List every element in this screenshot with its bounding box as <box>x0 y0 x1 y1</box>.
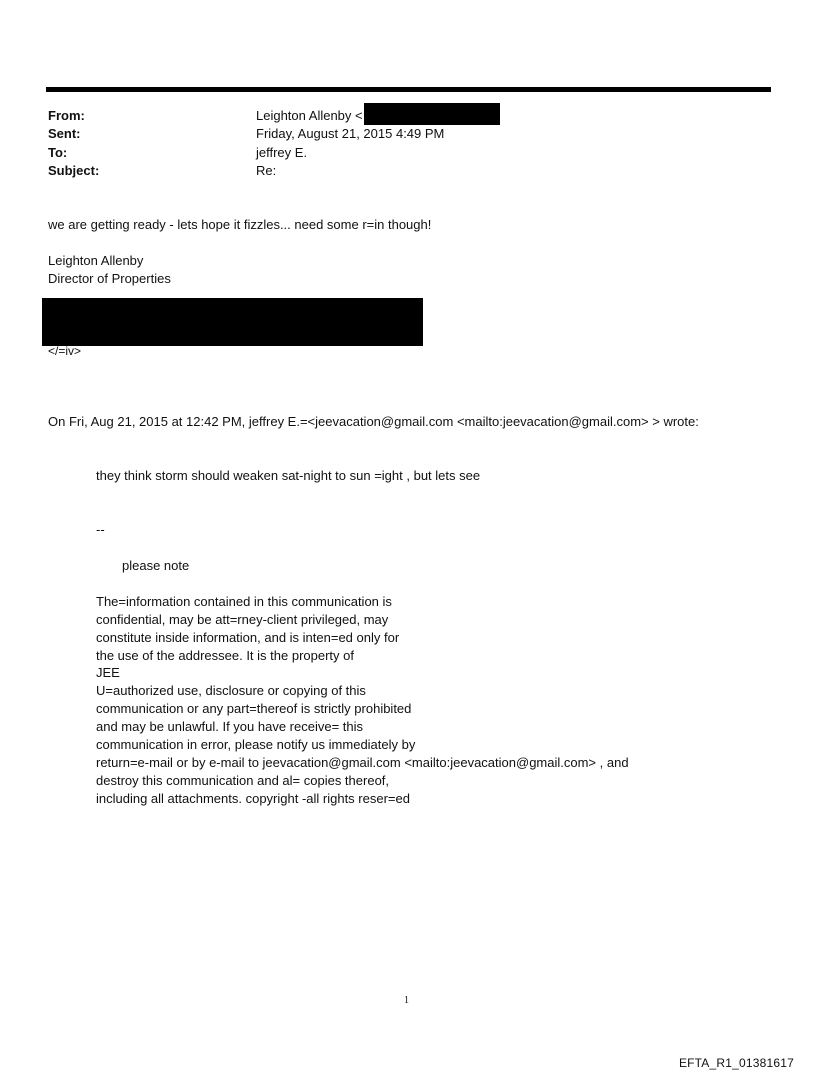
div-tail: </=iv> <box>48 344 82 358</box>
subject-value: Re: <box>256 163 277 178</box>
disclaimer-line: and may be unlawful. If you have receive= this <box>96 719 364 734</box>
page-number: 1 <box>404 995 409 1006</box>
quote-line: they think storm should weaken sat-night to sun =ight , but lets see <box>96 468 481 483</box>
body-line: we are getting ready - lets hope it fizzles... need some r=in though! <box>48 217 432 232</box>
subject-label: Subject: <box>48 163 100 178</box>
disclaimer-line: destroy this communication and al= copies thereof, <box>96 773 390 788</box>
separator-dash: -- <box>96 522 105 537</box>
disclaimer-line: including all attachments. copyright -all rights reser=ed <box>96 791 410 806</box>
redaction-block <box>42 298 423 346</box>
to-label: To: <box>48 145 68 160</box>
disclaimer-line: constitute inside information, and is inten=ed only for <box>96 630 400 645</box>
redaction-email <box>364 103 500 125</box>
document-id: EFTA_R1_01381617 <box>678 1056 794 1070</box>
to-value: jeffrey E. <box>256 145 308 160</box>
disclaimer-line: return=e-mail or by e-mail to jeevacation@gmail.com <mailto:jeevacation@gmail.com> , and <box>96 755 629 770</box>
please-note: please note <box>122 558 190 573</box>
sent-label: Sent: <box>48 126 81 141</box>
from-value: Leighton Allenby < <box>256 108 363 123</box>
disclaimer-line: communication or any part=thereof is strictly prohibited <box>96 701 412 716</box>
signature-name: Leighton Allenby <box>48 253 144 268</box>
from-label: From: <box>48 108 85 123</box>
header-rule <box>46 87 771 92</box>
sent-value: Friday, August 21, 2015 4:49 PM <box>256 126 445 141</box>
signature-title: Director of Properties <box>48 271 171 286</box>
quote-intro: On Fri, Aug 21, 2015 at 12:42 PM, jeffrey E.=<jeevacation@gmail.com <mailto:jeevacation@gmail.com> > wrote: <box>48 414 699 429</box>
disclaimer-line: JEE <box>96 665 120 680</box>
disclaimer-line: U=authorized use, disclosure or copying of this <box>96 683 366 698</box>
disclaimer-line: The=information contained in this communication is <box>96 594 392 609</box>
disclaimer-line: communication in error, please notify us immediately by <box>96 737 416 752</box>
disclaimer-line: the use of the addressee. It is the property of <box>96 648 354 663</box>
disclaimer-line: confidential, may be att=rney-client privileged, may <box>96 612 389 627</box>
